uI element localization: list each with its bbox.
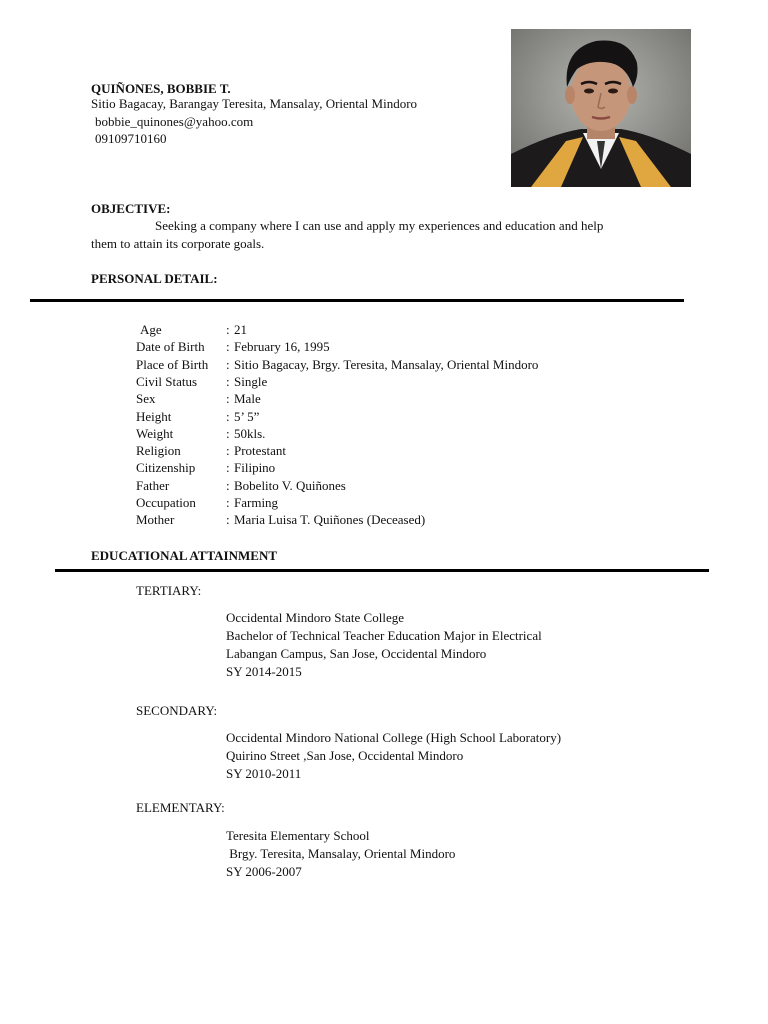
colon-separator: : — [226, 512, 230, 528]
colon-separator: : — [226, 408, 230, 424]
personal-row-mother — [136, 511, 736, 528]
personal-value: 50kls. — [234, 425, 266, 441]
secondary-block — [226, 729, 561, 783]
tertiary-campus: Labangan Campus, San Jose, Occidental Mindoro — [226, 646, 487, 661]
objective-line-2: them to attain its corporate goals. — [91, 236, 265, 251]
colon-separator: : — [226, 425, 230, 441]
tertiary-course: Bachelor of Technical Teacher Education Major in Electrical — [226, 628, 542, 643]
objective-line-1: Seeking a company where I can use and apply my experiences and education and help — [155, 218, 604, 233]
personal-label: Age — [140, 322, 162, 337]
address: Sitio Bagacay, Barangay Teresita, Mansalay, Oriental Mindoro — [91, 96, 418, 111]
personal-row-occupation — [136, 494, 736, 511]
personal-label: Weight — [136, 425, 174, 441]
personal-value: February 16, 1995 — [234, 339, 330, 355]
personal-row-civil-status — [136, 373, 736, 390]
personal-label: Date of Birth — [136, 339, 205, 355]
portrait-photo-icon — [511, 29, 691, 187]
colon-separator: : — [226, 460, 230, 476]
profile-photo — [511, 29, 691, 187]
personal-value: Bobelito V. Quiñones — [234, 477, 346, 493]
elementary-block — [226, 827, 455, 881]
personal-value: 21 — [234, 322, 247, 337]
colon-separator: : — [226, 356, 230, 372]
tertiary-school: Occidental Mindoro State College — [226, 610, 404, 625]
personal-label: Occupation — [136, 495, 196, 510]
personal-value: Maria Luisa T. Quiñones (Deceased) — [234, 512, 426, 528]
personal-row-weight — [136, 425, 736, 442]
tertiary-label: TERTIARY: — [136, 583, 202, 598]
personal-value: 5’ 5” — [234, 408, 260, 424]
colon-separator: : — [226, 339, 230, 355]
elementary-label: ELEMENTARY: — [136, 800, 225, 815]
personal-row-age — [136, 321, 736, 338]
personal-row-height — [136, 408, 736, 425]
colon-separator: : — [226, 495, 230, 510]
personal-label: Sex — [136, 391, 156, 407]
secondary-label: SECONDARY: — [136, 703, 218, 718]
secondary-address: Quirino Street ,San Jose, Occidental Mindoro — [226, 748, 464, 763]
colon-separator: : — [226, 373, 230, 389]
personal-label: Father — [136, 477, 170, 493]
personal-row-date-of-birth — [136, 338, 736, 355]
objective-heading: OBJECTIVE: — [91, 201, 171, 216]
education-heading: EDUCATIONAL ATTAINMENT — [91, 548, 277, 563]
personal-value: Single — [234, 373, 268, 389]
personal-value: Filipino — [234, 460, 276, 476]
elementary-school-year: SY 2006-2007 — [226, 864, 302, 879]
personal-label: Religion — [136, 443, 181, 459]
section-divider — [55, 569, 709, 572]
email: bobbie_quinones@yahoo.com — [95, 114, 254, 129]
personal-value: Farming — [234, 495, 279, 510]
colon-separator: : — [226, 477, 230, 493]
personal-label: Citizenship — [136, 460, 196, 476]
personal-row-place-of-birth — [136, 356, 736, 373]
personal-value: Protestant — [234, 443, 286, 459]
personal-label: Place of Birth — [136, 356, 209, 372]
personal-label: Height — [136, 408, 172, 424]
personal-label: Civil Status — [136, 373, 198, 389]
personal-value: Sitio Bagacay, Brgy. Teresita, Mansalay, Oriental Mindoro — [234, 356, 539, 372]
secondary-school-year: SY 2010-2011 — [226, 766, 302, 781]
personal-value: Male — [234, 391, 261, 407]
tertiary-school-year: SY 2014-2015 — [226, 664, 302, 679]
tertiary-block — [226, 609, 542, 681]
colon-separator: : — [226, 391, 230, 407]
elementary-address: Brgy. Teresita, Mansalay, Oriental Mindoro — [226, 846, 456, 861]
colon-separator: : — [226, 443, 230, 459]
personal-detail-heading: PERSONAL DETAIL: — [91, 271, 218, 286]
personal-row-citizenship — [136, 459, 736, 476]
secondary-school: Occidental Mindoro National College (High School Laboratory) — [226, 730, 562, 745]
personal-row-religion — [136, 442, 736, 459]
personal-row-father — [136, 477, 736, 494]
elementary-school: Teresita Elementary School — [226, 828, 370, 843]
section-divider — [30, 299, 684, 302]
phone: 09109710160 — [95, 131, 167, 146]
personal-row-sex — [136, 390, 736, 407]
colon-separator: : — [226, 322, 230, 337]
personal-label: Mother — [136, 512, 175, 528]
candidate-name: QUIÑONES, BOBBIE T. — [91, 81, 231, 96]
